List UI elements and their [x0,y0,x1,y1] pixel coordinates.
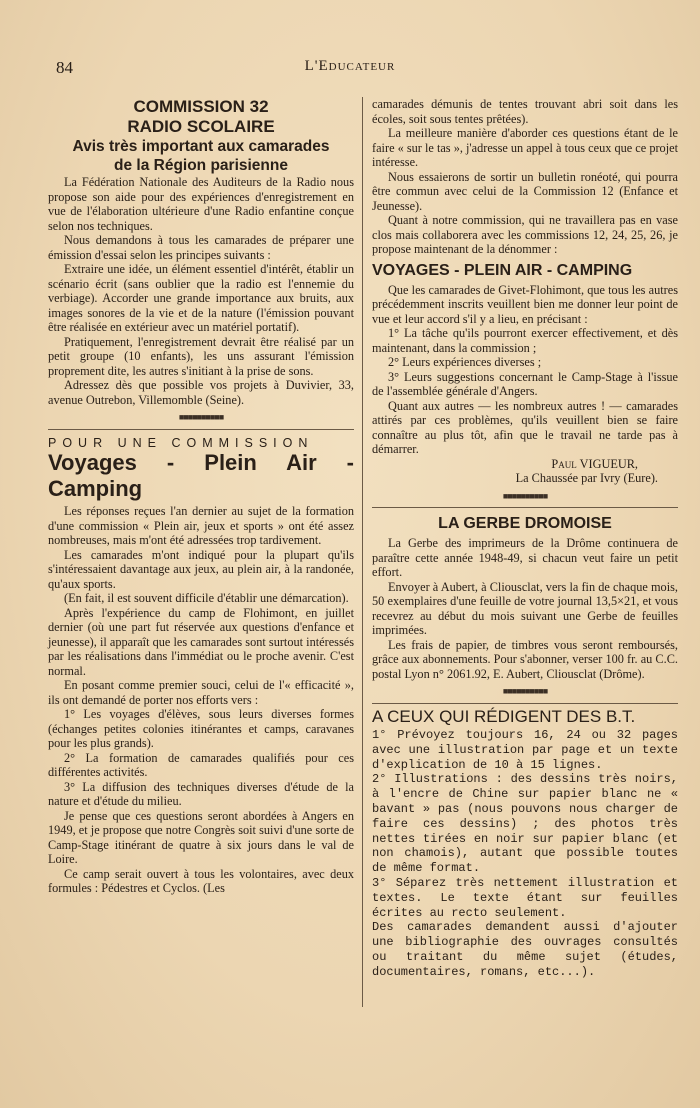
paragraph: 3° Séparez très nettement illustration et textes. Le texte étant sur feuilles écrites au recto seulement. [372,875,678,920]
bt-heading: A CEUX QUI RÉDIGENT DES B.T. [372,706,636,726]
section-ornament: ■■■■■■■■■■ [178,412,224,422]
section-rule [372,703,678,704]
paragraph: Extraire une idée, un élément essentiel d'intérêt, établir un scénario écrit (sans oublier que la radio est l'ennemie du verbiage). Accorder une grande importance aux bruits, aux images sonores de la vie et de la nature (l'émission pouvant être réalisée en extérieur avec un matériel portatif). [48,262,354,334]
running-header: L'Educateur [304,58,396,74]
paragraph: 1° La tâche qu'ils pourront exercer effectivement, et dès maintenant, dans la commission ; [372,326,678,355]
paragraph: Quant aux autres — les nombreux autres ! — camarades attirés par ces problèmes, qu'ils veuillent bien se faire connaître au plus tôt, afin que le travail ne tarde pas à démarrer. [372,398,678,456]
paragraph: Les réponses reçues l'an dernier au sujet de la formation d'une commission « Plein air, jeux et sports » ont été assez nombreuses, mais m'ont été adressées trop tardivement. [48,504,354,547]
section-ornament: ■■■■■■■■■■ [502,490,548,501]
right-column [372,97,678,980]
gerbe-heading: LA GERBE DROMOISE [438,515,612,532]
article-title-line1: COMMISSION 32 [133,97,269,116]
section-ornament: ■■■■■■■■■■ [502,686,548,696]
paragraph: Après l'expérience du camp de Flohimont, en juillet dernier (où une part fut réservée aux questions d'enfance et jeunesse), il apparaît que les camarades sont surtout intéressés par les réalisations dans l'immédiat ou le proche avenir. C'est normal. [48,605,354,678]
paragraph: En posant comme premier souci, celui de l'« efficacité », ils ont demandé de porter nos efforts vers : [48,678,354,707]
signature-place: La Chaussée par Ivry (Eure). [515,471,658,485]
page-number: 84 [56,58,73,77]
article-subtitle-line2: de la Région parisienne [114,157,288,174]
paragraph: 1° Les voyages d'élèves, sous leurs diverses formes (échanges petites colonies itinérantes et camps, caravanes pour les plus grands). [48,707,354,750]
signature-name: Paul VIGUEUR, [551,456,638,471]
left-column [48,97,354,896]
section-rule [372,507,678,508]
paragraph: Que les camarades de Givet-Flohimont, que tous les autres précédemment inscrits veuillent bien me donner leur point de vue et leur accord s'il y a lieu, en précisant : [372,282,678,326]
article-subtitle-line1: Avis très important aux camarades [72,138,330,155]
paragraph: 2° Illustrations : des dessins très noirs, à l'encre de Chine sur papier blanc ne « bavant » pas (nous pouvons nous charger de faire ces dessins) ; des photos très nettes tirées en noir sur papier blanc (et non chamois), autant que possible toutes de même format. [372,772,678,876]
paragraph: Des camarades demandent aussi d'ajouter une bibliographie des ouvrages consultés ou traitant du même sujet (études, documentaires, romans, etc...). [372,920,678,979]
paragraph: Nous demandons à tous les camarades de préparer une émission d'essai selon les principes suivants : [48,233,354,262]
paragraph: La meilleure manière d'aborder ces questions étant de le faire « sur le tas », j'adresse un appel à tous ceux que ce projet intéresse. [372,126,678,169]
paragraph: 2° Leurs expériences diverses ; [388,355,542,369]
column-divider [362,97,363,1007]
paragraph: Les camarades m'ont indiqué pour la plupart qu'ils s'intéressaient davantage aux jeux, au plein air, à la randonée, qu'aux sports. [48,547,354,591]
paragraph: Ce camp serait ouvert à tous les volontaires, avec deux formules : Pédestres et Cyclos. (Les [48,866,354,895]
section-title: Voyages - Plein Air - Camping [48,450,354,501]
paragraph: Les frais de papier, de timbres vous seront remboursés, grâce aux abonnements. Pour s'abonner, verser 100 fr. au C.C. postal Lyon n° 2061.92, E. Aubert, Cliousclat (Drôme). [372,637,678,681]
commission-name-heading: VOYAGES - PLEIN AIR - CAMPING [372,261,633,279]
section-rule [48,429,354,430]
paragraph: 2° La formation de camarades qualifiés pour ces différentes activités. [48,750,354,779]
section-kicker: POUR UNE COMMISSION [48,435,314,450]
paragraph: Je pense que ces questions seront abordées à Angers en 1949, et je propose que notre Congrès soit suivi d'une sorte de Camp-Stage itinérant de quatre à six jours dans le val de Loire. [48,808,354,866]
paragraph: camarades démunis de tentes trouvant abri soit dans les écoles, soit sous tentes prêtées). [372,97,678,126]
paragraph: La Gerbe des imprimeurs de la Drôme continuera de paraître cette année 1948-49, si chacun veut faire un petit effort. [372,536,678,579]
article-title-line2: RADIO SCOLAIRE [127,117,275,136]
paragraph: Envoyer à Aubert, à Cliousclat, vers la fin de chaque mois, 50 exemplaires d'une feuille de votre journal 13,5×21, et vous recevrez au début du mois suivant une Gerbe de feuilles imprimées. [372,579,678,637]
paragraph: 1° Prévoyez toujours 16, 24 ou 32 pages avec une illustration par page et un texte d'explication de 10 à 15 lignes. [372,728,678,772]
paragraph: Pratiquement, l'enregistrement devrait être réalisé par un petit groupe (10 enfants), les uns assurant l'émission proprement dite, les autres s'initiant à la prise de sons. [48,334,354,378]
paragraph: Nous essaierons de sortir un bulletin ronéoté, qui pourra être commun avec celui de la Commission 12 (Enfance et Jeunesse). [372,169,678,213]
paragraph: Adressez dès que possible vos projets à Duvivier, 33, avenue Outrebon, Villemomble (Seine). [48,378,354,407]
paragraph: 3° Leurs suggestions concernant le Camp-Stage à l'issue de l'assemblée générale d'Angers. [372,369,678,398]
paragraph: (En fait, il est souvent difficile d'établir une démarcation). [64,591,349,605]
paragraph: Quant à notre commission, qui ne travaillera pas en vase clos mais collaborera avec les commissions 12, 24, 25, 26, je propose maintenant de la dénommer : [372,213,678,256]
paragraph: La Fédération Nationale des Auditeurs de la Radio nous propose son aide pour des expériences d'enregistrement en vue de l'élaboration ultérieure d'une Radio enfantine conçue selon nos techniques. [48,175,354,233]
paragraph: 3° La diffusion des techniques diverses d'étude de la nature et d'étude du milieu. [48,779,354,808]
